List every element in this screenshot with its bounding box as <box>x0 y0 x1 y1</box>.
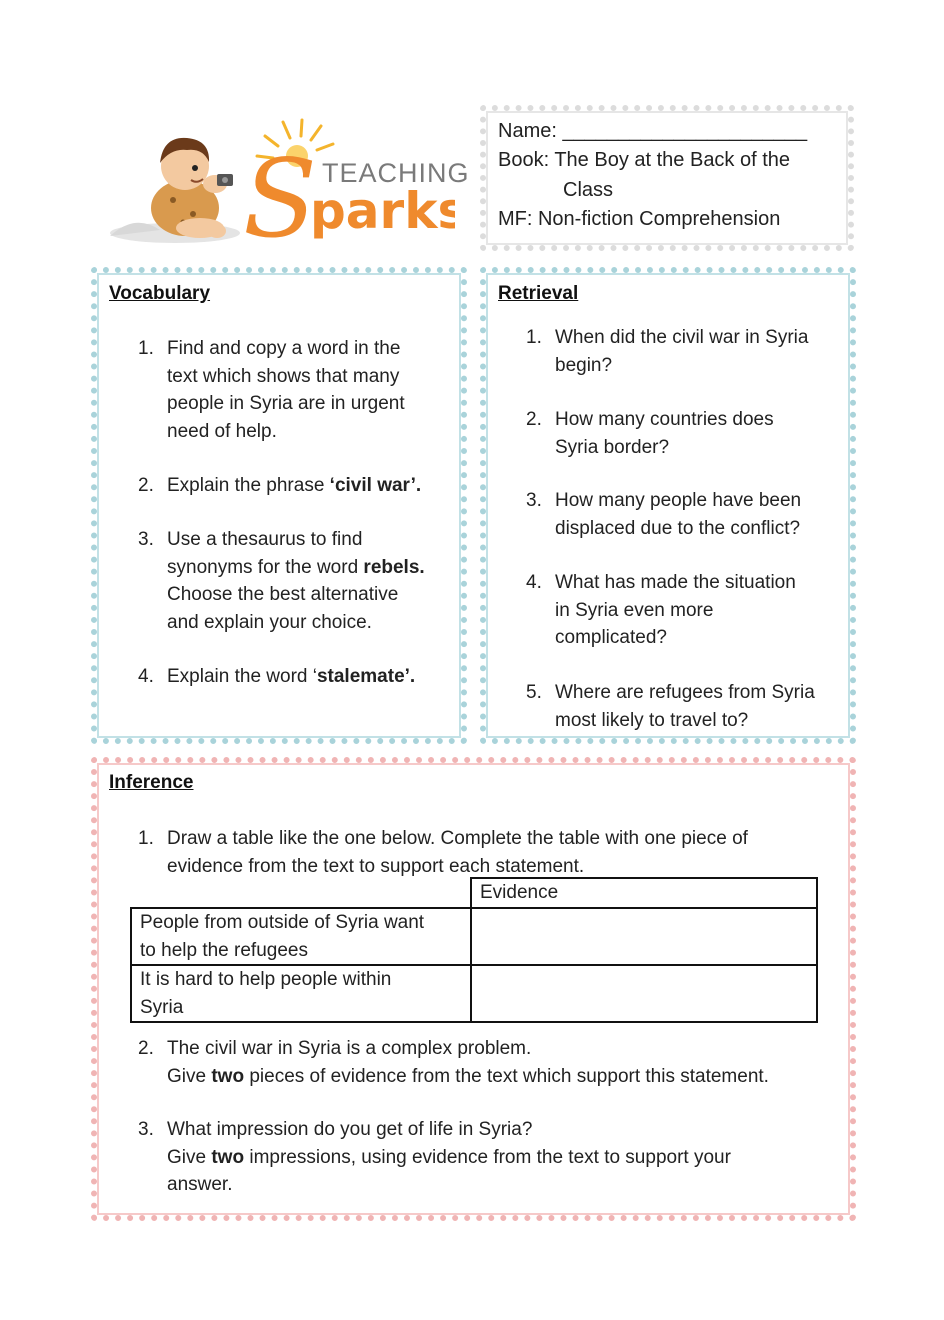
question-text: The civil war in Syria is a complex problem. <box>167 1038 532 1059</box>
question-text: Give <box>167 1065 212 1087</box>
statement-cell <box>131 965 471 1022</box>
table-row <box>131 908 817 965</box>
svg-text:S: S <box>243 137 317 253</box>
question-text: complicated? <box>555 627 667 648</box>
question-text: need of help. <box>167 420 277 442</box>
name-field[interactable]: Name: ______________________ <box>498 120 808 142</box>
question-text: Draw a table like the one below. Complete the table with one piece of <box>167 828 748 849</box>
question-text: Find and copy a word in the <box>167 338 401 359</box>
bold-term: ‘civil war’. <box>329 475 422 496</box>
question-text: most likely to travel to? <box>555 709 749 731</box>
statement-cell <box>131 908 471 965</box>
logo-word-teaching: TEACHING <box>322 158 470 188</box>
question-number: 4. <box>526 572 542 593</box>
bold-term: two <box>211 1146 245 1168</box>
question-text: evidence from the text to support each statement. <box>167 855 585 877</box>
bold-term: stalemate’. <box>316 666 416 687</box>
retrieval-heading: Retrieval <box>498 283 579 304</box>
inference-heading: Inference <box>109 772 194 793</box>
evidence-cell[interactable] <box>471 908 817 965</box>
evidence-header: Evidence <box>471 878 817 908</box>
question-text: Choose the best alternative <box>167 584 399 605</box>
statement-text: to help the refugees <box>140 939 308 961</box>
question-text: answer. <box>167 1174 233 1195</box>
question-number: 4. <box>138 666 154 687</box>
evidence-cell[interactable] <box>471 965 817 1022</box>
question-text: Syria border? <box>555 436 670 458</box>
question-text: When did the civil war in Syria <box>555 327 809 348</box>
question-text: What impression do you get of life in Syria? <box>167 1119 533 1140</box>
question-number: 3. <box>138 1119 154 1140</box>
mf-line: MF: Non-fiction Comprehension <box>498 208 781 230</box>
question-text: Where are refugees from Syria <box>555 682 815 703</box>
book-title-line1: Book: The Boy at the Back of the <box>498 149 791 171</box>
question-text: Explain the phrase <box>167 475 330 496</box>
book-title-line2: Class <box>563 179 614 201</box>
question-text: text which shows that many <box>167 365 400 387</box>
bold-term: two <box>211 1065 245 1087</box>
statement-text: People from outside of Syria want <box>140 912 425 933</box>
question-number: 3. <box>138 529 154 550</box>
question-text: begin? <box>555 354 613 376</box>
question-text: Use a thesaurus to find <box>167 529 363 550</box>
question-text: Explain the word ‘ <box>167 666 317 687</box>
question-number: 2. <box>138 475 154 496</box>
question-text: impressions, using evidence from the text to support your <box>244 1146 731 1168</box>
question-text: What has made the situation <box>555 572 796 593</box>
question-text: synonyms for the word <box>167 556 364 578</box>
question-text: displaced due to the conflict? <box>555 517 801 539</box>
question-number: 2. <box>526 409 542 430</box>
question-text: How many countries does <box>555 409 774 430</box>
table-blank-cell <box>131 878 471 908</box>
question-text: How many people have been <box>555 490 802 511</box>
statement-text: It is hard to help people within <box>140 969 392 990</box>
vocabulary-heading: Vocabulary <box>109 283 211 304</box>
logo-word-sparks: parks <box>310 182 455 240</box>
question-number: 2. <box>138 1038 154 1059</box>
question-number: 1. <box>138 338 154 359</box>
question-text: and explain your choice. <box>167 611 372 633</box>
question-number: 1. <box>138 828 154 849</box>
question-text: pieces of evidence from the text which support this statement. <box>244 1065 769 1087</box>
question-text: Give <box>167 1146 212 1168</box>
question-number: 5. <box>526 682 542 703</box>
question-number: 3. <box>526 490 542 511</box>
question-text: in Syria even more <box>555 599 714 621</box>
statement-text: Syria <box>140 996 184 1018</box>
question-text: people in Syria are in urgent <box>167 393 405 414</box>
bold-term: rebels. <box>363 556 425 578</box>
evidence-table <box>130 877 818 1023</box>
table-row <box>131 965 817 1022</box>
question-number: 1. <box>526 327 542 348</box>
